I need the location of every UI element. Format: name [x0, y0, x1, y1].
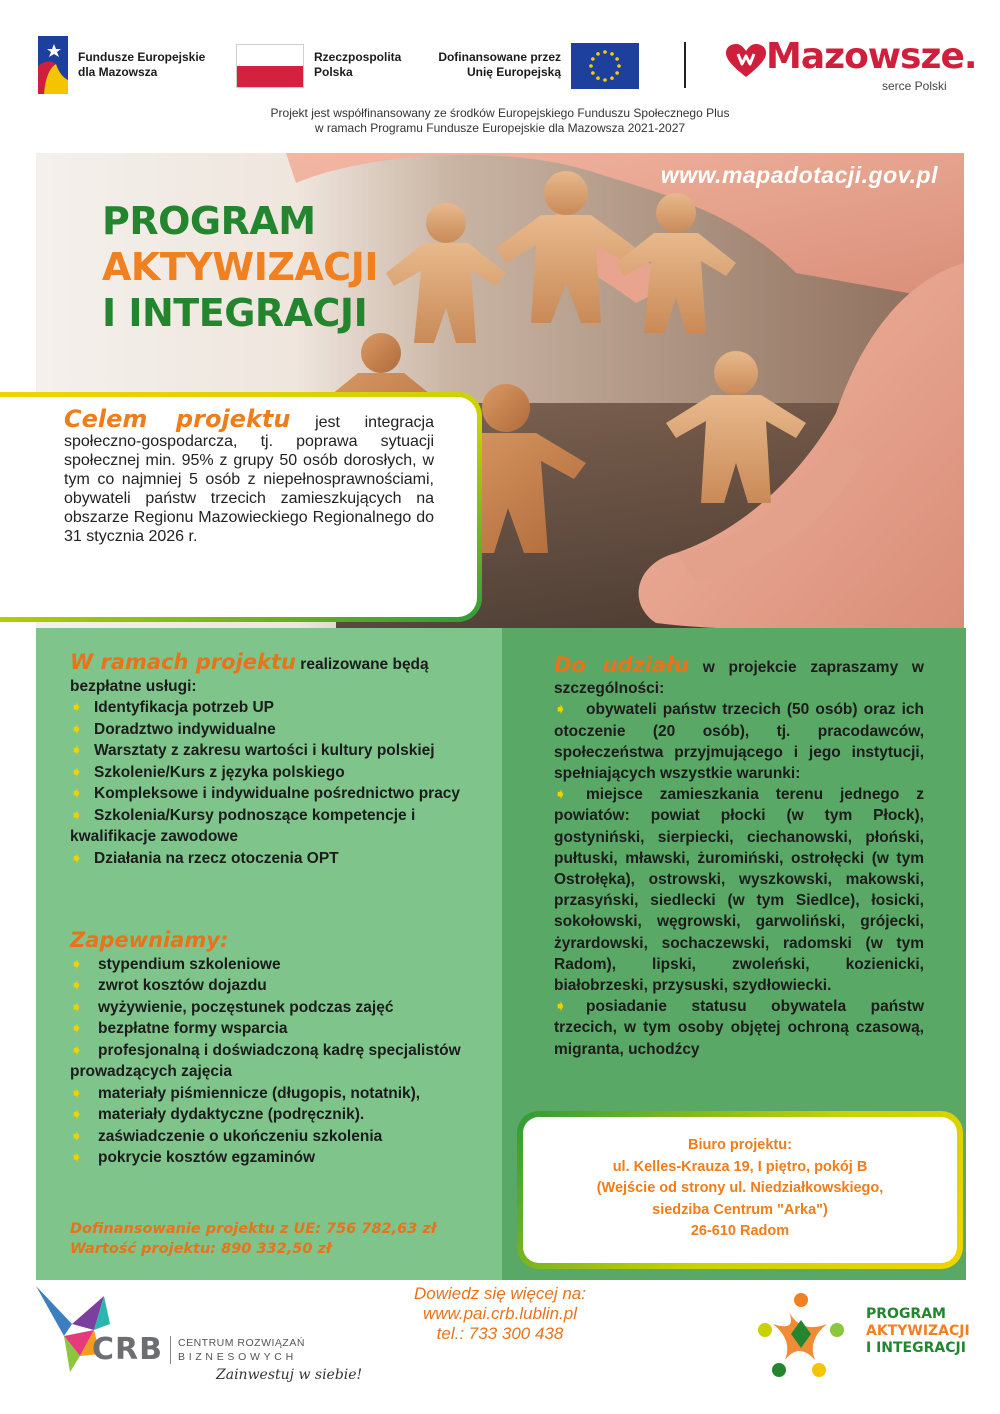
crb-full-line2: BIZNESOWYCH: [178, 1351, 297, 1363]
arrow-bullet-icon: ➧: [554, 701, 567, 719]
eu-star-icon: [603, 78, 607, 82]
pl-line1: Rzeczpospolita: [314, 50, 402, 64]
list-item-text: pokrycie kosztów egzaminów: [98, 1149, 316, 1166]
arrow-bullet-icon: ➧: [70, 1127, 83, 1145]
eu-star-icon: [615, 57, 619, 61]
program-footer-line1: PROGRAM: [866, 1306, 946, 1322]
list-item: [70, 697, 470, 719]
list-item: [554, 699, 924, 784]
services-heading-row: [70, 652, 470, 676]
list-item-text: profesjonalną i doświadczoną kadrę specjalistów prowadzących zajęcia: [70, 1041, 461, 1080]
list-item: [70, 997, 470, 1019]
list-item-text: miejsce zamieszkania terenu jednego z powiatów: powiat płocki (w tym Płock), gostyniński, sierpiecki, ciechanowski, płoński, pułtuski, mławski, żuromiński, ostrołęcki (w tym Ostrołęka), ostrowski, wyszkowski, makowski, przasyński, siedlecki (w tym Siedlce), łosicki, sokołowski, węgrowski, garwoliński, grójecki, żyrardowski, sochaczewski, radomski (w tym Radom), lipski, zwoleński, kozienicki, białobrzeski, przysuski, szydłowiecki.: [554, 786, 924, 995]
eu-star-icon: [596, 76, 600, 80]
arrow-bullet-icon: ➧: [70, 849, 83, 867]
list-item: [70, 1083, 470, 1105]
cofinancing-line1: Projekt jest współfinansowany ze środków Europejskiego Funduszu Społecznego Plus: [270, 106, 730, 120]
list-item: [70, 975, 470, 997]
arrow-bullet-icon: ➧: [70, 806, 83, 824]
title-line-aktywizacji: AKTYWIZACJI: [102, 245, 378, 289]
eu-line1: Dofinansowane przez: [438, 50, 561, 64]
list-item-text: obywateli państw trzecich (50 osób) oraz ich otoczenie (20 osób), tj. pracodawców, społeczeństwa przyjmującego i jego instytucji, spełniających wszystkie warunki:: [554, 701, 924, 783]
fe-logo-line2: dla Mazowsza: [78, 65, 158, 79]
program-people-logo-icon: [755, 1290, 847, 1378]
mazowsze-wordmark: [766, 36, 977, 77]
list-item-text: Identyfikacja potrzeb UP: [94, 699, 275, 716]
mazowsze-heart-icon: [726, 44, 766, 78]
arrow-bullet-icon: ➧: [70, 955, 83, 973]
list-item-text: posiadanie statusu obywatela państw trzecich, w tym osoby objętej ochroną czasową, migranta, uchodźcy: [554, 998, 924, 1058]
eu-cofinancing-amount: Dofinansowanie projektu z UE: 756 782,63 zł: [70, 1221, 437, 1237]
list-item-text: stypendium szkoleniowe: [98, 955, 281, 973]
title-line-program: PROGRAM: [102, 199, 316, 243]
list-item-text: Warsztaty z zakresu wartości i kultury polskiej: [94, 742, 435, 759]
mazowsze-tagline: serce Polski: [882, 79, 947, 93]
office-line3: (Wejście od strony ul. Niedziałkowskiego,: [596, 1180, 884, 1196]
eu-star-icon: [589, 64, 593, 68]
contact-line1: Dowiedz się więcej na:: [414, 1284, 586, 1303]
list-item-text: zaświadczenie o ukończeniu szkolenia: [98, 1127, 383, 1145]
hero-title: [102, 198, 378, 336]
polish-flag-icon: [236, 44, 304, 88]
services-section: [70, 652, 470, 869]
arrow-bullet-icon: ➧: [70, 720, 83, 738]
list-item-text: Doradztwo indywidualne: [94, 720, 276, 738]
arrow-bullet-icon: ➧: [554, 998, 567, 1016]
contact-website-link[interactable]: www.pai.crb.lublin.pl: [422, 1304, 577, 1323]
office-line5: 26-610 Radom: [690, 1223, 790, 1239]
list-item: [70, 783, 470, 805]
guarantees-section: [70, 930, 470, 1169]
participation-heading: Do udziału: [554, 653, 689, 677]
list-item-text: Działania na rzecz otoczenia OPT: [94, 849, 339, 867]
list-item: [70, 740, 470, 762]
arrow-bullet-icon: ➧: [70, 977, 83, 994]
project-goal-text: [64, 405, 434, 546]
list-item: [70, 1018, 470, 1040]
fe-logo-line1: Fundusze Europejskie: [78, 50, 206, 64]
services-heading: W ramach projektu: [70, 650, 296, 674]
services-heading-tail: realizowane będą: [300, 656, 429, 673]
rzeczpospolita-text: [314, 50, 401, 80]
list-item-text: Szkolenia/Kursy podnoszące kompetencje i kwalifikacje zawodowe: [70, 806, 416, 845]
eu-star-icon: [591, 57, 595, 61]
goal-lead: Celem projektu: [64, 405, 291, 433]
arrow-bullet-icon: ➧: [70, 742, 83, 759]
project-office-address: [523, 1135, 957, 1243]
arrow-bullet-icon: ➧: [70, 1020, 83, 1037]
list-item: [70, 1040, 470, 1083]
list-item-text: Kompleksowe i indywidualne pośrednictwo pracy: [94, 785, 461, 802]
arrow-bullet-icon: ➧: [70, 1041, 83, 1059]
fundusze-europejskie-logo-icon: [38, 36, 68, 94]
services-intro: bezpłatne usługi:: [70, 677, 197, 695]
arrow-bullet-icon: ➧: [70, 763, 83, 781]
crb-full-line1: CENTRUM ROZWIĄZAŃ: [178, 1337, 305, 1349]
list-item: [70, 719, 470, 741]
participation-section: [554, 655, 924, 1060]
list-item-text: materiały dydaktyczne (podręcznik).: [98, 1106, 365, 1123]
guarantees-heading: Zapewniamy:: [70, 928, 229, 952]
participation-heading-row: [554, 655, 924, 699]
funding-info: [70, 1219, 436, 1259]
program-footer-line2: AKTYWIZACJI: [866, 1323, 970, 1339]
project-value-amount: Wartość projektu: 890 332,50 zł: [70, 1241, 332, 1257]
program-footer-line3: I INTEGRACJI: [866, 1340, 966, 1356]
eu-star-icon: [610, 52, 614, 56]
arrow-bullet-icon: ➧: [554, 786, 567, 804]
arrow-bullet-icon: ➧: [70, 1106, 83, 1123]
arrow-bullet-icon: ➧: [70, 1149, 83, 1166]
mapadotacji-url: www.mapadotacji.gov.pl: [660, 162, 938, 188]
title-line-integracji: I INTEGRACJI: [102, 291, 368, 335]
office-line2: ul. Kelles-Krauza 19, I piętro, pokój B: [612, 1158, 868, 1175]
list-item: [70, 1104, 470, 1126]
list-item: [70, 1147, 470, 1169]
list-item-text: Szkolenie/Kurs z języka polskiego: [94, 763, 345, 781]
program-footer-title: [866, 1306, 970, 1357]
crb-full-name: [178, 1336, 305, 1364]
contact-phone[interactable]: tel.: 733 300 438: [436, 1324, 564, 1343]
list-item-text: bezpłatne formy wsparcia: [98, 1020, 288, 1037]
pl-line2: Polska: [314, 65, 353, 79]
list-item-text: zwrot kosztów dojazdu: [98, 977, 267, 994]
cofinancing-line2: w ramach Programu Fundusze Europejskie dla Mazowsza 2021-2027: [314, 121, 686, 135]
crb-wordmark: CRB: [92, 1332, 163, 1367]
list-item: [554, 996, 924, 1060]
arrow-bullet-icon: ➧: [70, 1084, 83, 1102]
arrow-bullet-icon: ➧: [70, 998, 83, 1016]
eu-cofinanced-text: [432, 50, 561, 80]
list-item: [70, 954, 470, 976]
list-item: [554, 784, 924, 996]
office-line1: Biuro projektu:: [688, 1137, 792, 1153]
arrow-bullet-icon: ➧: [70, 785, 83, 802]
list-item: [70, 762, 470, 784]
crb-divider: [170, 1336, 171, 1364]
arrow-bullet-icon: ➧: [70, 699, 83, 716]
eu-star-icon: [617, 64, 621, 68]
list-item-text: materiały piśmiennicze (długopis, notatnik),: [98, 1084, 421, 1102]
logo-bar: [0, 0, 1000, 100]
eu-star-icon: [610, 76, 614, 80]
mazowsze-word: Mazowsze.: [766, 36, 977, 77]
contact-info: [340, 1284, 660, 1344]
list-item: [70, 805, 470, 848]
fundusze-europejskie-text: [78, 50, 205, 80]
goal-body: jest integracja społeczno-gospodarcza, tj. poprawa sytuacji społecznej min. 95% z grupy 50 osób dorosłych, w tym co najmniej 5 osób z niepełnosprawnościami, obywateli państw trzecich zamieszkujących na obszarze Regionu Mazowieckiego Regionalnego do 31 stycznia 2026 r.: [64, 414, 434, 545]
eu-star-icon: [596, 52, 600, 56]
eu-star-icon: [615, 71, 619, 75]
office-line4: siedziba Centrum "Arka"): [652, 1201, 828, 1218]
eu-flag-icon: [571, 43, 639, 89]
participation-heading-tail: w projekcie zapraszamy w szczególności:: [554, 659, 924, 698]
crb-slogan: Zainwestuj w siebie!: [216, 1367, 363, 1383]
eu-star-icon: [603, 50, 607, 54]
list-item: [70, 1126, 470, 1148]
list-item: [70, 848, 470, 870]
list-item-text: wyżywienie, poczęstunek podczas zajęć: [98, 998, 394, 1016]
logo-divider: [684, 42, 686, 88]
eu-line2: Unię Europejską: [466, 65, 561, 79]
eu-star-icon: [591, 71, 595, 75]
cofinancing-statement: [0, 106, 1000, 136]
